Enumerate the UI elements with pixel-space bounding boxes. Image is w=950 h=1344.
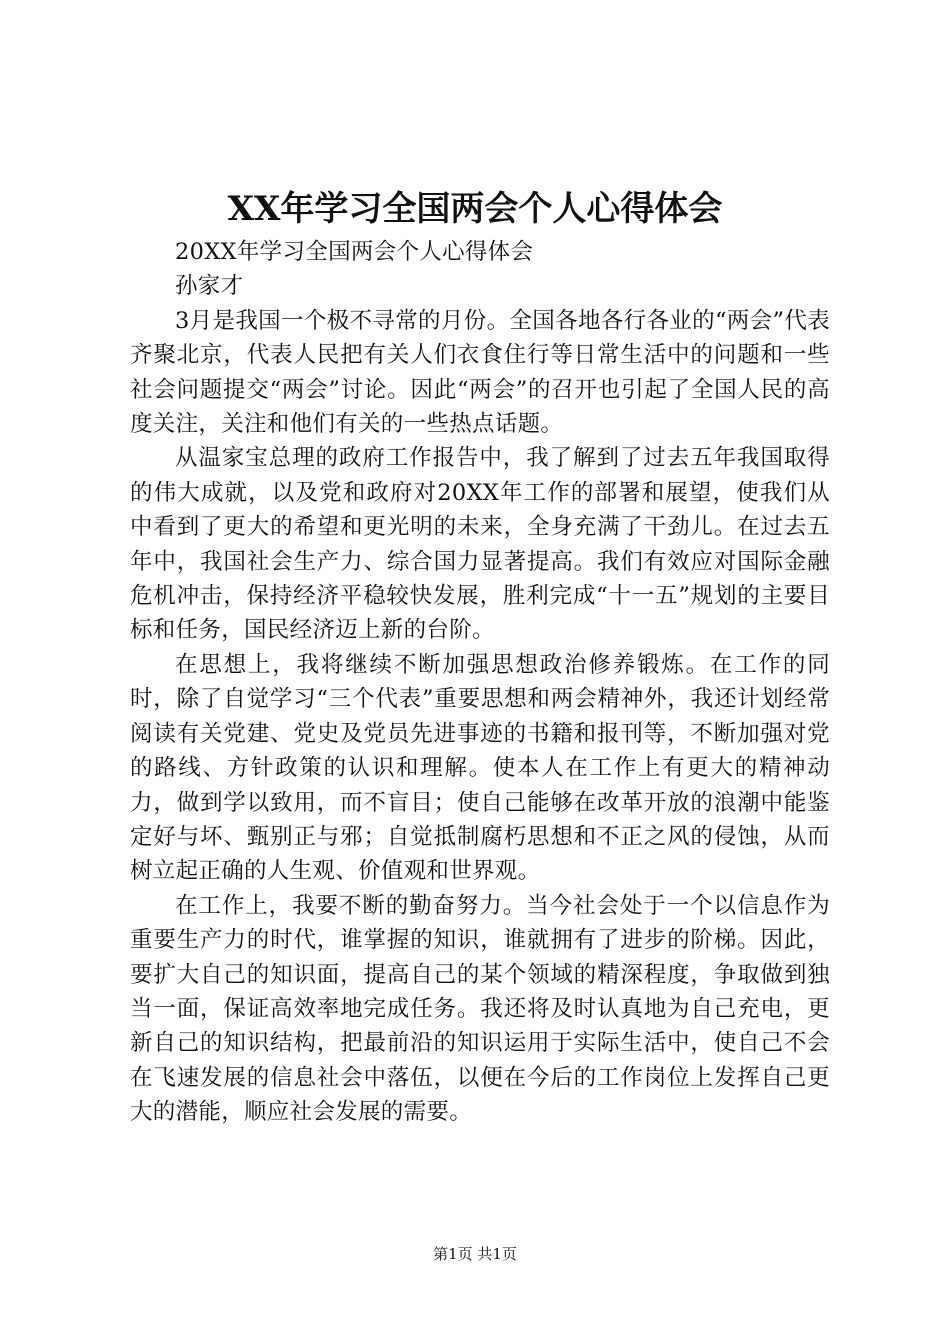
page-title: XX年学习全国两会个人心得体会 (227, 189, 723, 229)
document-body (130, 235, 830, 1130)
body-paragraph: 在工作上，我要不断的勤奋努力。当今社会处于一个以信息作为重要生产力的时代，谁掌握的知识，谁就拥有了进步的阶梯。因此，要扩大自己的知识面，提高自己的某个领域的精深程度，争取做到独当一面，保证高效率地完成任务。我还将及时认真地为自己充电，更新自己的知识结构，把最前沿的知识运用于实际生活中，使自己不会在飞速发展的信息社会中落伍，以便在今后的工作岗位上发挥自己更大的潜能，顺应社会发展的需要。 (130, 892, 830, 1126)
document-author: 孙家才 (175, 273, 244, 300)
body-paragraph: 从温家宝总理的政府工作报告中，我了解到了过去五年我国取得的伟大成就，以及党和政府对20XX年工作的部署和展望，使我们从中看到了更大的希望和更光明的未来，全身充满了干劲儿。在过去五年中，我国社会生产力、综合国力显著提高。我们有效应对国际金融危机冲击，保持经济平稳较快发展，胜利完成“十一五”规划的主要目标和任务，国民经济迈上新的台阶。 (130, 445, 830, 644)
body-paragraph: 3月是我国一个极不寻常的月份。全国各地各行各业的“两会”代表齐聚北京，代表人民把有关人们衣食住行等日常生活中的问题和一些社会问题提交“两会”讨论。因此“两会”的召开也引起了全国人民的高度关注，关注和他们有关的一些热点话题。 (130, 307, 830, 438)
body-paragraph: 在思想上，我将继续不断加强思想政治修养锻炼。在工作的同时，除了自觉学习“三个代表”重要思想和两会精神外，我还计划经常阅读有关党建、党史及党员先进事迹的书籍和报刊等，不断加强对党的路线、方针政策的认识和理解。使本人在工作上有更大的精神动力，做到学以致用，而不盲目；使自己能够在改革开放的浪潮中能鉴定好与坏、甄别正与邪；自觉抵制腐朽思想和不正之风的侵蚀，从而树立起正确的人生观、价值观和世界观。 (130, 651, 830, 885)
document-subtitle: 20XX年学习全国两会个人心得体会 (175, 239, 534, 265)
page-number-footer: 第1页 共1页 (433, 1245, 517, 1263)
